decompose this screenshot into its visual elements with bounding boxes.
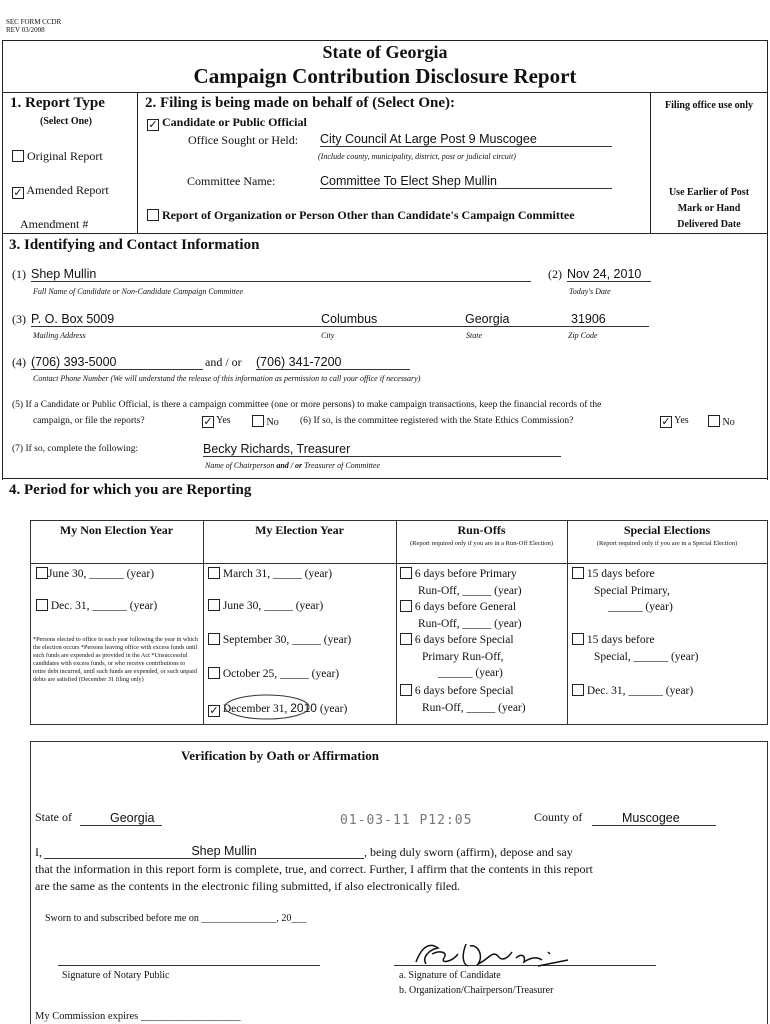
chairperson-caption-c: Treasurer of Committee bbox=[304, 461, 380, 470]
ey-sept-option[interactable] bbox=[208, 632, 351, 649]
form-code-line1: SEC FORM CCDR bbox=[6, 18, 62, 26]
ne-dec-label: Dec. 31, ______ (year) bbox=[50, 600, 158, 612]
city-caption: City bbox=[321, 331, 335, 340]
q6-yes-option[interactable] bbox=[660, 415, 689, 428]
ey-march-option[interactable] bbox=[208, 566, 332, 583]
ey-dec-checkbox[interactable]: ✓ bbox=[209, 704, 219, 717]
ey-dec-label: December 31, bbox=[222, 703, 288, 715]
num-4: (4) bbox=[12, 355, 26, 369]
special-primary-label-c: ______ (year) bbox=[608, 601, 673, 613]
q5-no-label: No bbox=[266, 417, 279, 428]
col-special-note: (Report required only if you are in a Special Election) bbox=[596, 540, 738, 547]
handwritten-circle bbox=[222, 692, 312, 722]
special-primary-checkbox[interactable] bbox=[572, 567, 584, 579]
zip-field[interactable]: 31906 bbox=[571, 312, 606, 326]
ne-dec-option[interactable] bbox=[36, 598, 157, 615]
mailing-address-caption: Mailing Address bbox=[33, 331, 86, 340]
runoff-general-label-a: 6 days before General bbox=[414, 601, 517, 613]
col-runoffs-note: (Report required only if you are in a Run-Off Election) bbox=[409, 540, 554, 547]
runoff-general-option[interactable] bbox=[400, 599, 522, 632]
q6-yes-checkbox[interactable]: ✓ bbox=[661, 415, 671, 428]
city-field[interactable]: Columbus bbox=[321, 312, 378, 326]
committee-field[interactable]: Committee To Elect Shep Mullin bbox=[320, 174, 612, 189]
special-label-a: 15 days before bbox=[586, 634, 655, 646]
office-field[interactable]: City Council At Large Post 9 Muscogee bbox=[320, 132, 612, 147]
full-name-field[interactable]: Shep Mullin bbox=[31, 267, 531, 282]
chairperson-caption bbox=[205, 461, 380, 470]
q5-yes-checkbox[interactable]: ✓ bbox=[203, 415, 213, 428]
form-title: Campaign Contribution Disclosure Report bbox=[193, 64, 577, 88]
candidate-label: Candidate or Public Official bbox=[162, 115, 307, 129]
special-dec-option[interactable] bbox=[572, 683, 693, 700]
runoff-special-primary-label-a: 6 days before Special bbox=[414, 634, 514, 646]
ey-dec-year-label: (year) bbox=[319, 703, 348, 715]
oath-line2: that the information in this report form is complete, true, and correct. Further, I affirm that the contents in this report bbox=[35, 862, 593, 876]
runoff-special-label-a: 6 days before Special bbox=[414, 685, 514, 697]
amended-report-checkbox[interactable]: ✓ bbox=[13, 186, 23, 199]
ey-june-option[interactable] bbox=[208, 598, 323, 615]
state-field[interactable]: Georgia bbox=[465, 312, 510, 326]
organization-signature-label: b. Organization/Chairperson/Treasurer bbox=[399, 985, 554, 996]
runoff-special-primary-option[interactable] bbox=[400, 632, 514, 682]
original-report-option[interactable] bbox=[12, 149, 103, 164]
runoff-primary-option[interactable] bbox=[400, 566, 522, 599]
candidate-checkbox[interactable]: ✓ bbox=[148, 118, 158, 131]
chairperson-caption-b: and / or bbox=[276, 461, 303, 470]
sworn-line: Sworn to and subscribed before me on _______________, 20___ bbox=[45, 913, 307, 924]
received-stamp: 01-03-11 P12:05 bbox=[340, 813, 473, 828]
runoff-primary-label-a: 6 days before Primary bbox=[414, 568, 517, 580]
runoff-general-checkbox[interactable] bbox=[400, 600, 412, 612]
original-report-label: Original Report bbox=[27, 149, 103, 163]
num-1: (1) bbox=[12, 267, 26, 281]
ey-june-label: June 30, _____ (year) bbox=[222, 600, 324, 612]
special-primary-label-b: Special Primary, bbox=[594, 584, 670, 597]
special-dec-checkbox[interactable] bbox=[572, 684, 584, 696]
org-option[interactable] bbox=[147, 208, 575, 223]
special-checkbox[interactable] bbox=[572, 633, 584, 645]
ey-oct-label: October 25, _____ (year) bbox=[222, 668, 340, 680]
q5-yes-label: Yes bbox=[216, 415, 231, 426]
section2-heading: 2. Filing is being made on behalf of (Select One): bbox=[145, 95, 455, 111]
original-report-checkbox[interactable] bbox=[12, 150, 24, 162]
ne-dec-checkbox[interactable] bbox=[36, 599, 48, 611]
and-or-label: and / or bbox=[205, 355, 242, 369]
candidate-signature bbox=[408, 936, 578, 972]
filing-office-note-line1: Use Earlier of Post bbox=[668, 187, 750, 198]
section1-heading: 1. Report Type bbox=[10, 95, 105, 111]
filing-office-title: Filing office use only bbox=[664, 100, 754, 111]
num-2: (2) bbox=[548, 267, 562, 281]
candidate-signature-label: a. Signature of Candidate bbox=[399, 970, 501, 981]
full-name-caption: Full Name of Candidate or Non-Candidate Campaign Committee bbox=[33, 287, 243, 296]
commission-expires: My Commission expires ___________________ bbox=[35, 1011, 241, 1022]
todays-date-caption: Today's Date bbox=[569, 287, 611, 296]
ver-county-label: County of bbox=[534, 810, 583, 824]
ey-oct-checkbox[interactable] bbox=[208, 667, 220, 679]
ver-state-field[interactable]: Georgia bbox=[80, 811, 162, 826]
q6-no-label: No bbox=[722, 417, 735, 428]
q5-no-checkbox[interactable] bbox=[252, 415, 264, 427]
oath-line3: are the same as the contents in the electronic filing submitted, if also electronically filed. bbox=[35, 879, 461, 893]
q5-yes-option[interactable] bbox=[202, 415, 231, 428]
q7-label: (7) If so, complete the following: bbox=[12, 444, 139, 454]
special-primary-label-a: 15 days before bbox=[586, 568, 655, 580]
verification-heading: Verification by Oath or Affirmation bbox=[181, 748, 379, 763]
todays-date-field[interactable]: Nov 24, 2010 bbox=[567, 267, 651, 282]
address-line bbox=[31, 312, 649, 327]
col-special: Special Elections bbox=[623, 523, 711, 537]
filing-office-note bbox=[652, 185, 766, 233]
ey-oct-option[interactable] bbox=[208, 666, 339, 683]
col-non-election: My Non Election Year bbox=[59, 523, 174, 537]
org-label: Report of Organization or Person Other than Candidate's Campaign Committee bbox=[162, 208, 575, 222]
section4-heading: 4. Period for which you are Reporting bbox=[9, 482, 252, 498]
office-note: (Include county, municipality, district, post or judicial circuit) bbox=[318, 152, 516, 161]
ver-state-label: State of bbox=[35, 810, 72, 824]
amended-report-option[interactable] bbox=[12, 183, 109, 199]
office-label: Office Sought or Held: bbox=[188, 133, 299, 147]
ey-june-checkbox[interactable] bbox=[208, 599, 220, 611]
filing-office-note-line3: Delivered Date bbox=[677, 219, 741, 230]
state-caption: State bbox=[466, 331, 482, 340]
org-checkbox[interactable] bbox=[147, 209, 159, 221]
special-dec-label: Dec. 31, ______ (year) bbox=[586, 685, 694, 697]
chairperson-field[interactable]: Becky Richards, Treasurer bbox=[203, 442, 561, 457]
q6-text: (6) If so, is the committee registered with the State Ethics Commission? bbox=[300, 416, 574, 426]
ne-june-option[interactable] bbox=[36, 566, 154, 583]
ver-name-field[interactable]: Shep Mullin bbox=[44, 844, 364, 859]
ver-county-field[interactable]: Muscogee bbox=[592, 811, 716, 826]
q6-yes-label: Yes bbox=[674, 415, 689, 426]
mailing-address-field[interactable]: P. O. Box 5009 bbox=[31, 312, 115, 326]
ver-i-label: I, bbox=[35, 845, 42, 859]
form-code-line2: REV 03/2008 bbox=[6, 26, 45, 34]
q6-no-checkbox[interactable] bbox=[708, 415, 720, 427]
special-label-b: Special, ______ (year) bbox=[594, 650, 699, 663]
special-option[interactable] bbox=[572, 632, 698, 665]
col-election: My Election Year bbox=[255, 523, 344, 537]
q5-no-option[interactable] bbox=[252, 415, 279, 428]
oath-line1-tail: , being duly sworn (affirm), depose and say bbox=[364, 845, 573, 859]
section1-select-one: (Select One) bbox=[40, 116, 92, 127]
runoff-special-primary-label-c: ______ (year) bbox=[438, 667, 503, 679]
ey-dec-year[interactable]: 2010 bbox=[290, 701, 317, 715]
ey-sept-label: September 30, _____ (year) bbox=[222, 634, 352, 646]
amended-report-label: Amended Report bbox=[26, 183, 109, 197]
runoff-primary-checkbox[interactable] bbox=[400, 567, 412, 579]
ey-sept-checkbox[interactable] bbox=[208, 633, 220, 645]
runoff-primary-label-b: Run-Off, _____ (year) bbox=[418, 584, 522, 597]
q5-line2: campaign, or file the reports? bbox=[33, 416, 145, 426]
q6-no-option[interactable] bbox=[708, 415, 735, 428]
phone-field-1[interactable]: (706) 393-5000 bbox=[31, 355, 203, 370]
num-3: (3) bbox=[12, 312, 26, 326]
runoff-general-label-b: Run-Off, _____ (year) bbox=[418, 617, 522, 630]
zip-caption: Zip Code bbox=[568, 331, 598, 340]
candidate-option[interactable] bbox=[147, 115, 307, 131]
form-state-title: State of Georgia bbox=[322, 42, 448, 62]
ey-march-checkbox[interactable] bbox=[208, 567, 220, 579]
runoff-special-label-b: Run-Off, _____ (year) bbox=[422, 701, 526, 714]
runoff-special-option[interactable] bbox=[400, 683, 526, 716]
col-runoffs: Run-Offs bbox=[457, 523, 506, 537]
notary-signature-label: Signature of Notary Public bbox=[62, 970, 170, 981]
runoff-special-checkbox[interactable] bbox=[400, 684, 412, 696]
special-primary-option[interactable] bbox=[572, 566, 673, 616]
chairperson-caption-a: Name of Chairperson bbox=[205, 461, 275, 470]
ne-june-checkbox[interactable] bbox=[36, 567, 48, 579]
ey-march-label: March 31, _____ (year) bbox=[222, 568, 333, 580]
section3-heading: 3. Identifying and Contact Information bbox=[9, 237, 260, 253]
non-election-footnote: *Persons elected to office in each year following the year in which the election occurs *Persons leaving office with excess funds until such funds are expended as provided in the Act *Unsuccessful candidates with excess funds, or who receive contributions to retire debt incurred, until such funds are expended, or such unpaid debts are satisfied (December 31 filing only) bbox=[33, 636, 198, 683]
runoff-special-primary-checkbox[interactable] bbox=[400, 633, 412, 645]
filing-office-note-line2: Mark or Hand bbox=[677, 203, 741, 214]
form-code bbox=[6, 18, 61, 34]
runoff-special-primary-label-b: Primary Run-Off, bbox=[422, 650, 504, 663]
q5-line1: (5) If a Candidate or Public Official, is there a campaign committee (one or more persons) to make campaign transactions, keep the financial records of the bbox=[12, 400, 602, 410]
amendment-number-label: Amendment # bbox=[20, 217, 89, 231]
phone-caption: Contact Phone Number (We will understand the release of this information as permission to call your office if necessary) bbox=[33, 374, 421, 383]
phone-field-2[interactable]: (706) 341-7200 bbox=[256, 355, 410, 370]
ne-june-label: June 30, ______ (year) bbox=[48, 568, 155, 580]
committee-label: Committee Name: bbox=[187, 174, 276, 188]
